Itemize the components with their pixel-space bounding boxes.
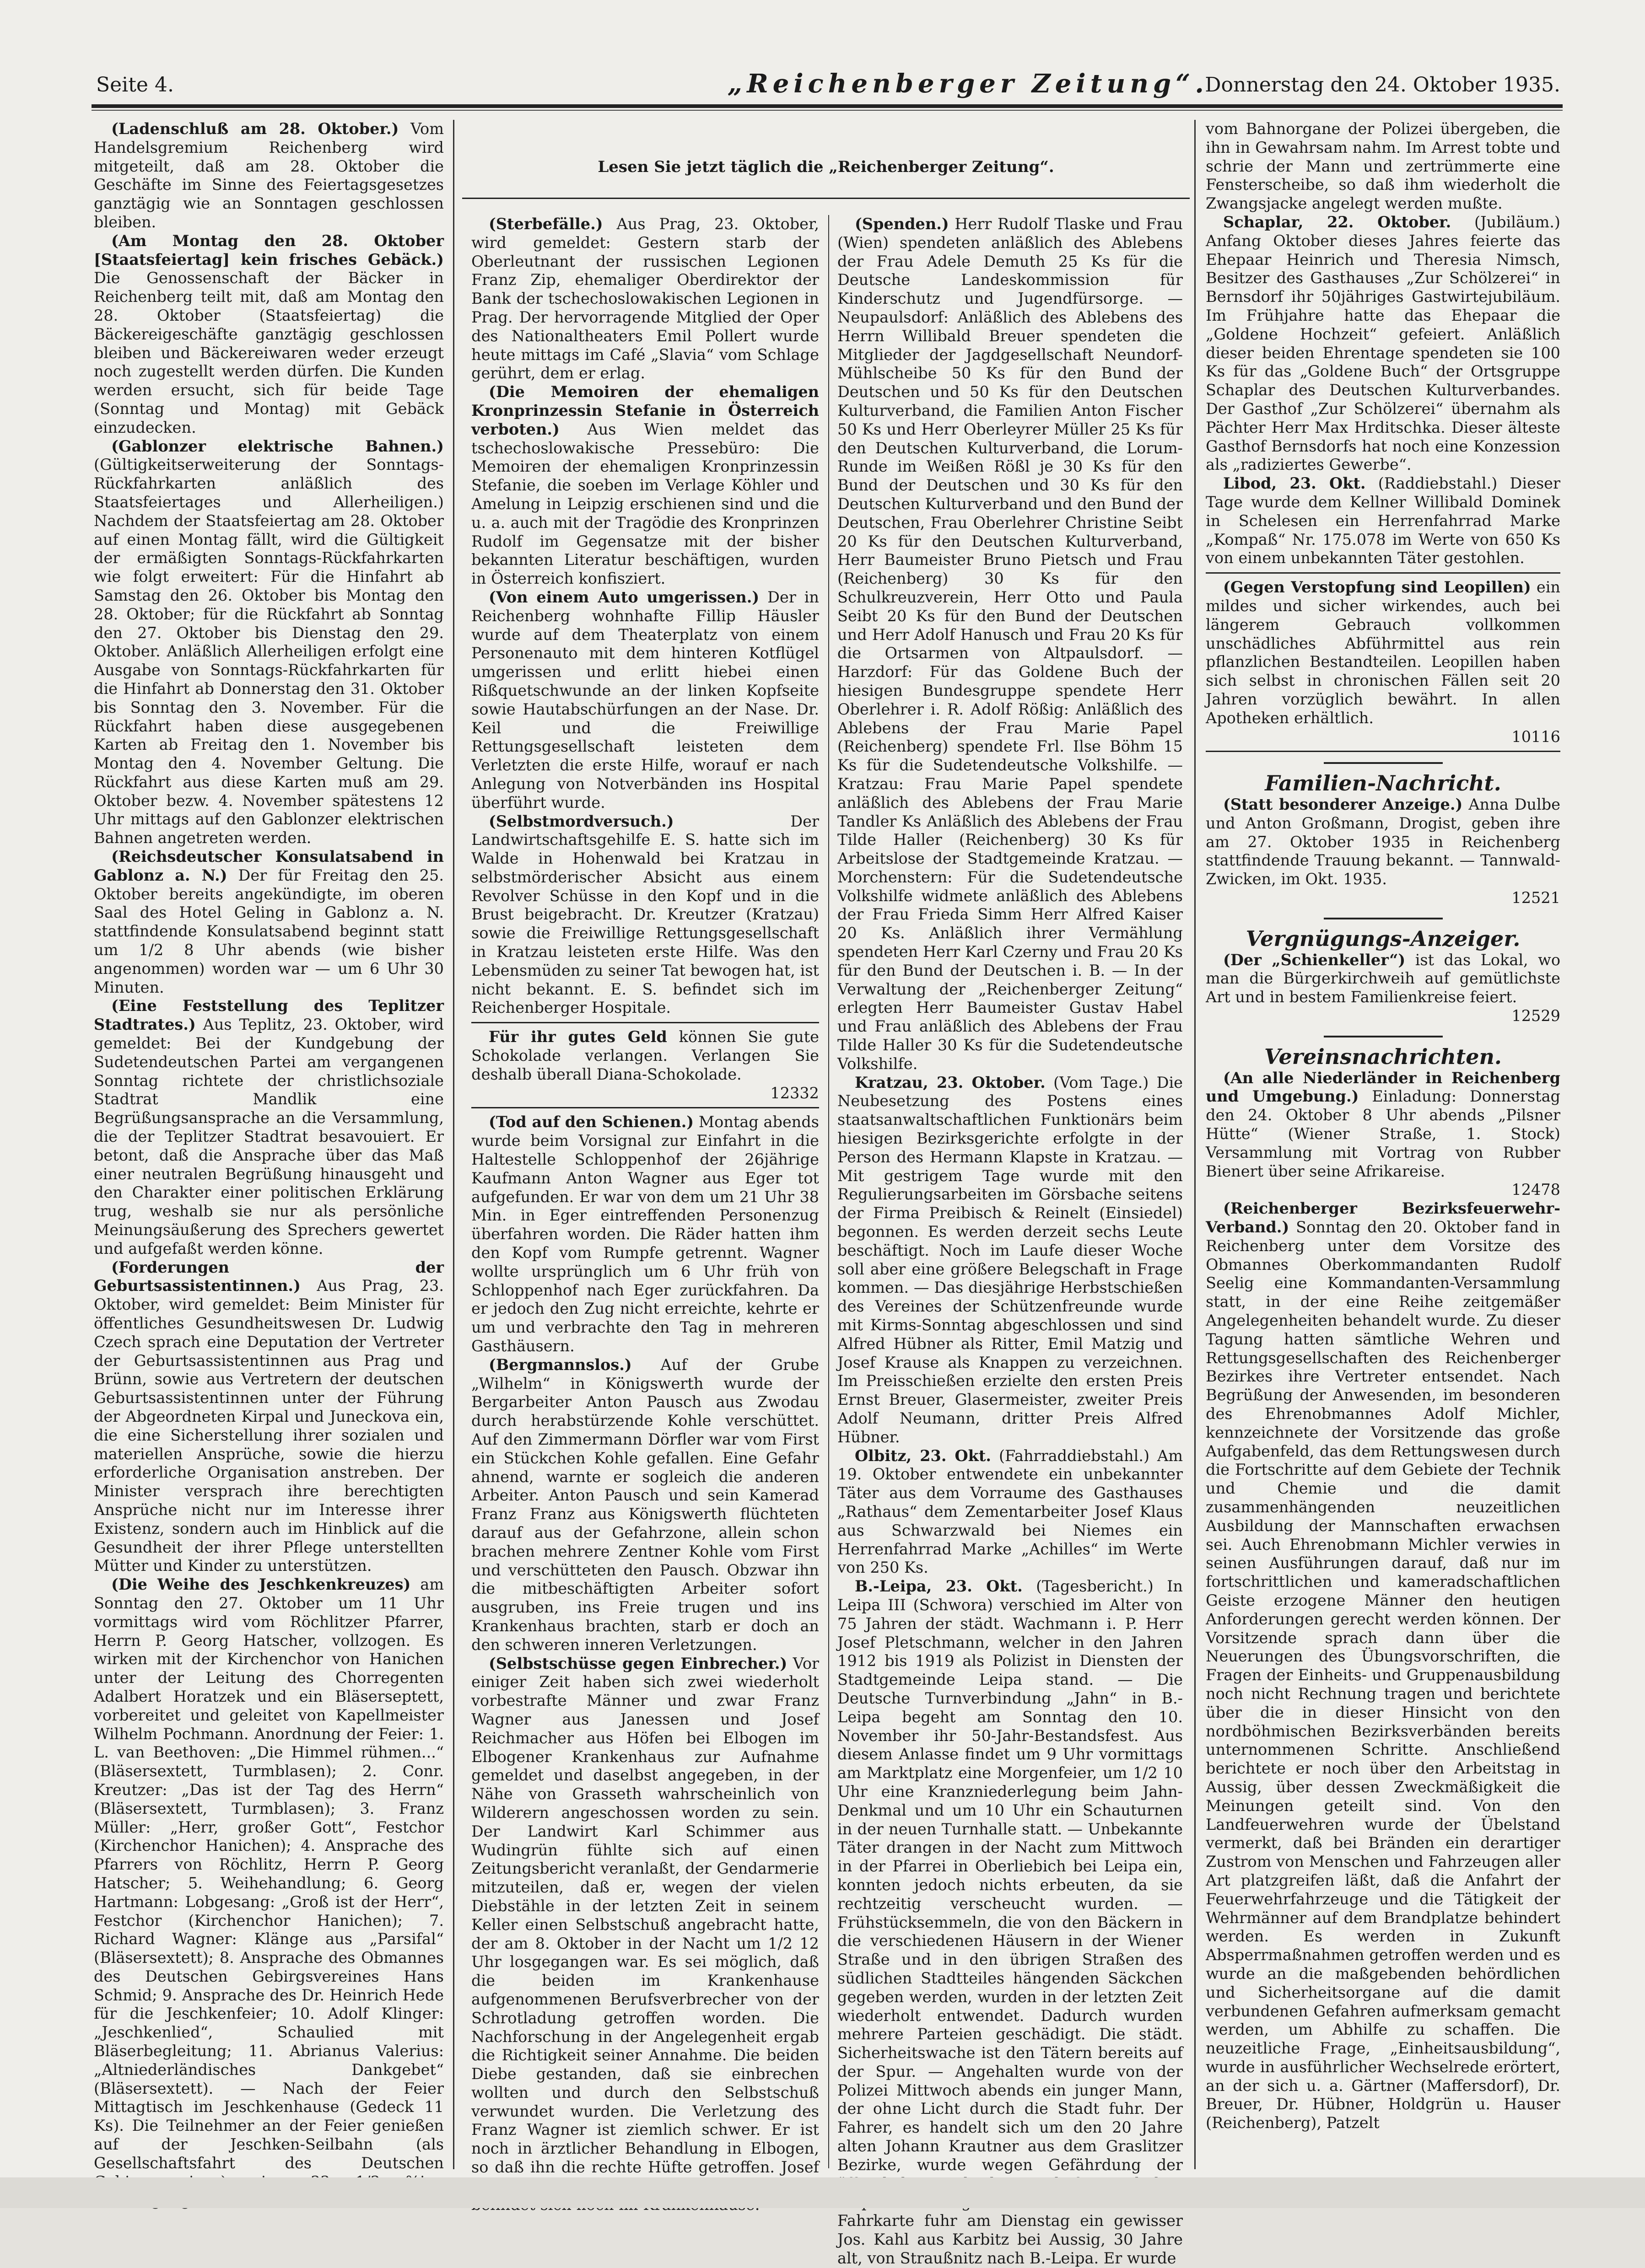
article-headline: (Statt besonderer Anzeige.)	[1223, 795, 1463, 814]
column-divider	[828, 215, 829, 2168]
article	[837, 1447, 1183, 1578]
advertisement	[471, 1028, 819, 1084]
article	[94, 120, 444, 232]
article	[471, 383, 819, 588]
article-body: Herr Rudolf Tlaske und Frau (Wien) spendeten anläßlich des Ablebens der Frau Adele Demuth 25 Ks für die Deutsche Landeskommission für Kinderschutz und Jugendfürsorge. — Neupaulsdorf: Anläßlich des Ablebens des Herrn Willibald Breuer spendeten die Mitglieder der Jagdgesellschaft Neundorf-Mühlscheibe 50 Ks für den Bund der Deutschen und 50 Ks für den Deutschen Kulturverband, die Familien Anton Fischer 50 Ks und Herr Oberleyrer Müller 25 Ks für den Deutschen Kulturverband, die Lorum-Runde im Weißen Rößl je 30 Ks für den Bund der Deutschen und 30 Ks für den Deutschen Kulturverband und den Bund der Deutschen, Frau Oberlehrer Christine Seibt 20 Ks für den Deutschen Kulturverband, Herr Baumeister Bruno Pietsch und Frau (Reichenberg) 30 Ks für den Schulkreuzverein, Herr Otto und Paula Seibt 20 Ks für den Bund der Deutschen und Herr Adolf Hanusch und Frau 20 Ks für die Ortsarmen von Altpaulsdorf. — Harzdorf: Für das Goldene Buch der hiesigen Bundesgruppe spendete Herr Oberlehrer i. R. Adolf Rößig: Anläßlich des Ablebens der Frau Marie Papel (Reichenberg) spendete Frl. Ilse Böhm 15 Ks für die Sudetendeutsche Volkshilfe. — Kratzau: Frau Marie Papel spendete anläßlich des Ablebens der Frau Marie Tandler Ks Anläßlich des Ablebens der Frau Tilde Haller (Reichenberg) 30 Ks für Arbeitslose der Stadtgemeinde Kratzau. — Morchenstern: Für die Sudetendeutsche Volkshilfe widmete anläßlich des Ablebens der Frau Frieda Simm Herr Alfred Kaiser 20 Ks. Anläßlich ihrer Vermählung spendeten Herr Karl Czerny und Frau 20 Ks für den Bund der Deutschen i. B. — In der Verwaltung der „Reichenberger Zeitung“ erlegten Herr Baumeister Gustav Habel und Frau anläßlich des Ablebens der Frau Tilde Haller 30 Ks für die Sudetendeutsche Volkshilfe.	[837, 215, 1183, 1073]
header-rule	[92, 104, 1563, 108]
article	[94, 848, 444, 997]
article	[471, 1113, 819, 1355]
article-headline: (Die Memoiren der ehemaligen Kronprinzessin Stefanie in Österreich verboten.)	[471, 383, 819, 438]
article-headline: (Reichsdeutscher Konsulatsabend in Gablonz a. N.)	[94, 848, 444, 884]
advertisement	[1206, 578, 1560, 727]
article	[1206, 1069, 1560, 1181]
article-headline: Olbitz, 23. Okt.	[855, 1446, 991, 1465]
article-body: (Jubiläum.) Anfang Oktober dieses Jahres feierte das Ehepaar Heinrich und Theresia Nimsch, Besitzer des Gasthauses „Zur Schölzerei“ in Bernsdorf ihr 50jähriges Gastwirtejubiläum. Im Frühjahre hatte das Ehepaar die „Goldene Hochzeit“ gefeiert. Anläßlich dieser beiden Ehrentage spendeten sie 100 Ks für das „Goldene Buch“ der Ortsgruppe Schaplar des Deutschen Kulturverbandes. Der Gasthof „Zur Schölzerei“ übernahm als Pächter Herr Max Hrditschka. Dieser älteste Gasthof Bernsdorfs hat noch eine Konzession als „radiziertes Gewerbe“.	[1206, 213, 1560, 474]
article-body: (Gültigkeitserweiterung der Sonntags-Rückfahrkarten anläßlich des Staatsfeiertages und Allerheiligen.) Nachdem der Staatsfeiertag am 28. Oktober auf einen Montag fällt, wird die Gültigkeit der ermäßigten Sonntags-Rückfahrkarten wie folgt erweitert: Für die Hinfahrt ab Samstag den 26. Oktober bis Montag den 28. Oktober; für die Rückfahrt ab Sonntag den 27. Oktober bis Dienstag den 29. Oktober. Anläßlich Allerheiligen erfolgt eine Ausgabe von Sonntags-Rückfahrkarten für die Hinfahrt ab Donnerstag den 31. Oktober bis Sonntag den 3. November. Für die Rückfahrt haben diese ausgegebenen Karten ab Freitag den 1. November bis Montag den 4. November Geltung. Die Rückfahrt aus diese Karten muß am 29. Oktober bezw. 4. November spätestens 12 Uhr mittags auf den Gablonzer elektrischen Bahnen angetreten werden.	[94, 456, 444, 847]
ad-rule	[1206, 751, 1560, 752]
entertainment-notice	[1206, 951, 1560, 1026]
article-body: Auf der Grube „Wilhelm“ in Königswerth wurde der Bergarbeiter Anton Pausch aus Zwodau durch herabstürzende Kohle verschüttet. Auf den Zimmermann Dörfler war vom First ein Stückchen Kohle gefallen. Eine Gefahr ahnend, warnte er sogleich die anderen Arbeiter. Anton Pausch und sein Kamerad Franz Franz aus Königswerth flüchteten darauf aus der Gefahrzone, allein schon brachen mehrere Zentner Kohle vom First und verschütteten den Pausch. Obzwar ihn die mitbeschäftigten Arbeiter sofort ausgruben, ins Freie trugen und ins Krankenhaus brachten, starb er doch an den schweren inneren Verletzungen.	[471, 1355, 819, 1654]
article	[471, 588, 819, 812]
family-notice	[1206, 795, 1560, 908]
promo-banner: Lesen Sie jetzt täglich die „Reichenberger Zeitung“.	[598, 158, 1054, 176]
article-body: ein mildes und sicher wirkendes, auch bei längerem Gebrauch vollkommen unschädliches Abführmittel aus rein pflanzlichen Bestandteilen. Leopillen haben sich selbst in chronischen Fällen seit 20 Jahren vorzüglich bewährt. In allen Apotheken erhältlich.	[1206, 578, 1561, 727]
article-body: können Sie gute Schokolade verlangen. Verlangen Sie deshalb überall Diana-Schokolade.	[471, 1028, 819, 1083]
article-headline: (Selbstmordversuch.)	[489, 812, 674, 830]
article-headline: (Selbstschüsse gegen Einbrecher.)	[489, 1654, 787, 1672]
column-divider	[453, 120, 454, 2169]
article	[94, 437, 444, 848]
column-4-articles	[1206, 120, 1560, 752]
article	[1206, 120, 1560, 213]
section-rule	[1324, 1036, 1443, 1037]
article	[94, 232, 444, 437]
article-body: am Sonntag den 27. Oktober um 11 Uhr vormittags wird vom Röchlitzer Pfarrer, Herrn P. Georg Hatscher, vollzogen. Es wirken mit der Kirchenchor von Hanichen unter der Leitung des Chorregenten Adalbert Horatzek und ein Bläserseptett, vorbereitet und geleitet von Kapellmeister Wilhelm Pochmann. Anordnung der Feier: 1. L. van Beethoven: „Die Himmel rühmen...“ (Bläsersextett, Turmblasen); 2. Conr. Kreutzer: „Das ist der Tag des Herrn“ (Bläsersextett, Turmblasen); 3. Franz Müller: „Herr, großer Gott“, Festchor (Kirchenchor Hanichen); 4. Ansprache des Pfarrers von Röchlitz, Herrn P. Georg Hatscher; 5. Weihehandlung; 6. Georg Hartmann: Lobgesang: „Groß ist der Herr“, Festchor (Kirchenchor Hanichen); 7. Richard Wagner: Klänge aus „Parsifal“ (Bläsersextett); 8. Ansprache des Obmannes des Deutschen Gebirgsvereines Hans Schmid; 9. Ansprache des Dr. Heinrich Hede für die Jeschkenfeier; 10. Adolf Klinger: „Jeschkenlied“, Schaulied mit Bläserbegleitung; 11. Abrianus Valerius: „Altniederländisches Dankgebet“ (Bläsersextett). — Nach der Feier Mittagtisch im Jeschkenhause (Gedeck 11 Ks). Die Teilnehmer an der Feier genießen auf der Jeschken-Seilbahn (als Gesellschaftsfahrt des Deutschen	[94, 1575, 444, 2172]
article	[837, 215, 1183, 1074]
article-body: Vor einiger Zeit haben sich zwei wiederholt vorbestrafte Männer und zwar Franz Wagner aus Janessen und Josef Reichmacher aus Höfen bei Elbogen im Elbogener Krankenhaus zur Aufnahme gemeldet und daselbst angegeben, in der Nähe von Grasseth wahrscheinlich von Wilderern angeschossen worden zu sein. Der Landwirt Karl Schimmer aus Wudingrün fühlte sich auf einen Zeitungsbericht veranlaßt, der Gendarmerie mitzuteilen, daß er, wegen der vielen Diebstähle in der letzten Zeit in seinem Keller einen Selbstschuß angebracht hatte, der am 8. Oktober in der Nacht um 1/2 12 Uhr losgegangen war. Es sei möglich, daß die beiden im Krankenhause aufgenommenen Berufsverbrecher von der Schrotladung getroffen worden. Die Nachforschung in der Angelegenheit ergab die Richtigkeit seiner Annahme. Die beiden Diebe gestanden, daß sie einbrechen wollten und durch den Selbstschuß verwundet wurden. Die Verletzung des Franz Wagner ist ziemlich schwer. Er ist noch in ärztlicher Behandlung in Elbogen, so daß ihn die rechte Hüfte getroffen. Josef	[471, 1654, 819, 2177]
article-body: (Fahrraddiebstahl.) Am 19. Oktober entwendete ein unbekannter Täter aus dem Vorraume des Gasthauses „Rathaus“ dem Zementarbeiter Josef Klaus aus Schwarzwald bei Niemes ein Herrenfahrrad Marke „Achilles“ im Werte von 250 Ks.	[837, 1446, 1183, 1577]
page-number: Seite 4.	[96, 73, 174, 97]
column-3	[837, 215, 1183, 2267]
article-body: Montag abends wurde beim Vorsignal zur Einfahrt in die Haltestelle Schloppenhof der 26jährige Kaufmann Anton Wagner aus Eger tot aufgefunden. Er war von dem um 21 Uhr 38 Min. in Eger eintreffenden Personenzug überfahren worden. Die Räder hatten ihm den Kopf vom Rumpfe getrennt. Wagner wollte ursprünglich um 6 Uhr früh von Schloppenhof nach Eger zurückfahren. Da er jedoch den Zug nicht erreichte, kehrte er um und verbrachte den Tag in mehreren Gasthäusern.	[471, 1113, 819, 1355]
article-headline: (Sterbefälle.)	[489, 215, 603, 233]
article-headline: (Der „Schienkeller“)	[1223, 951, 1406, 969]
article	[94, 1575, 444, 2210]
article-body: Einladung: Donnerstag den 24. Oktober 8 Uhr abends „Pilsner Hütte“ (Wiener Straße, 1. Stock) Versammlung mit Vortrag von Rubber Bienert über seine Afrikareise.	[1206, 1087, 1560, 1180]
article-body: Anna Dulbe und Anton Großmann, Drogist, geben ihre am 27. Oktober 1935 in Reichenberg stattfindende Trauung bekannt. — Tannwald-Zwicken, im Okt. 1935.	[1206, 795, 1560, 888]
article-headline: Libod, 23. Okt.	[1223, 474, 1366, 493]
article-body: (Vom Tage.) Die Neubesetzung des Postens eines staatsanwaltschaftlichen Funktionärs beim hiesigen Bezirksgerichte erfolgte in der Person des Hermann Klapste in Kratzau. — Mit gestrigem Tage wurde mit den Regulierungsarbeiten im Görsbache seitens der Firma Preibisch & Reinelt (Einsiedel) begonnen. Es werden derzeit sechs Leute beschäftigt. Noch im Laufe dieser Woche soll aber eine größere Belegschaft in Frage kommen. — Das diesjährige Herbstschießen des Vereines der Schützenfreunde wurde mit Kirms-Sonntag abgeschlossen und sind Alfred Hübner als Ritter, Emil Matzig und Josef Krause als Knappen zu verzeichnen. Im Preisschießen erzielte den ersten Preis Ernst Breuer, Glasermeister, zweiter Preis Adolf Neumann, dritter Preis Alfred Hübner.	[837, 1073, 1183, 1446]
article-body: Der für Freitag den 25. Oktober bereits angekündigte, im oberen Saal des Hotel Geling in Gablonz a. N. stattfindende Konsulatsabend beginnt statt um 1/2 8 Uhr abends (wie bisher angenommen) worden war — um 6 Uhr 30 Minuten.	[94, 866, 444, 996]
article-headline: B.-Leipa, 23. Okt.	[855, 1577, 1023, 1596]
column-4	[1206, 120, 1560, 2169]
article-headline: Schaplar, 22. Oktober.	[1223, 213, 1451, 231]
article	[837, 1074, 1183, 1447]
article-body: Der in Reichenberg wohnhafte Fillip Häusler wurde auf dem Theaterplatz von einem Personenauto mit dem hinteren Kotflügel umgerissen und erlitt hiebei einen Rißquetschwunde an der linken Kopfseite sowie Hautabschürfungen an der Nase. Dr. Keil und die Freiwillige Rettungsgesellschaft leisteten dem Verletzten die erste Hilfe, worauf er nach Anlegung von Notverbänden ins Hospital überführt wurde.	[471, 588, 819, 812]
article-body: Aus Prag, 23. Oktober, wird gemeldet: Beim Minister für öffentliches Gesundheitswesen Dr. Ludwig Czech sprach eine Deputation der Vertreter der Geburtsassistentinnen aus Prag und Brünn, sowie aus Vertretern der deutschen Geburtsassistentinnen unter der Führung der Abgeordneten Kirpal und Juneckova ein, die eine Sicherstellung ihrer sozialen und materiellen Ansprüche, sowie die hierzu erforderliche Organisation anstreben. Der Minister versprach ihre berechtigten Ansprüche nicht nur im Interesse ihrer Existenz, sondern auch im Hinblick auf die Gesundheit der ihrer Pflege unterstellten Mütter und Kinder zu unterstützen.	[94, 1277, 444, 1575]
article	[94, 1258, 444, 1576]
article	[1206, 213, 1560, 474]
article-body: (Raddiebstahl.) Dieser Tage wurde dem Kellner Willibald Dominek in Schelesen ein Herrenfahrrad Marke „Kompaß“ Nr. 175.078 im Werte von 650 Ks von einem unbekannten Täter gestohlen.	[1206, 474, 1560, 567]
article-body: Aus Teplitz, 23. Oktober, wird gemeldet: Bei der Kundgebung der Sudetendeutschen Partei am vergangenen Sonntag richtete der christlichsoziale Stadtrat Mandlik eine Begrüßungsansprache an die Versammlung, die der Teplitzer Stadtrat besavouiert. Er betont, daß die Ansprache über das Maß einer neutralen Begrüßung hinausgeht und den Charakter einer politischen Erklärung trug, weshalb sie nur als persönliche Meinungsäußerung des Sprechers gewertet und aufgefaßt werden könne.	[94, 1016, 444, 1258]
article-body: ist das Lokal, wo man die Bürgerkirchweih auf gemütlichste Art und in bestem Familienkreise feiert.	[1206, 951, 1560, 1006]
ad-rule	[471, 1022, 819, 1023]
article	[837, 1577, 1183, 2268]
article-body: Aus Prag, 23. Oktober, wird gemeldet: Gestern starb der Oberleutnant der russischen Legionen Franz Zip, ehemaliger Oberdirektor der Bank der tschechoslowakischen Legionen in Prag. Der hervorragende Mitglied der Oper des Nationaltheaters Emil Pollert wurde heute mittags im Café „Slavia“ vom Schlage gerührt, dem er erlag.	[471, 215, 819, 382]
column-divider	[1194, 120, 1196, 2169]
article	[1206, 1199, 1560, 2133]
article-headline: (Gablonzer elektrische Bahnen.)	[111, 437, 444, 455]
header-rule-thin	[92, 110, 1563, 111]
ad-reference-number: 12529	[1511, 1007, 1560, 1025]
entertainment-heading: Vergnügungs-Anzeiger.	[1246, 926, 1521, 951]
article-headline: (Gegen Verstopfung sind Leopillen)	[1223, 578, 1531, 597]
ad-reference-number: 12332	[770, 1084, 819, 1102]
article-headline: (Tod auf den Schienen.)	[489, 1113, 694, 1131]
ad-reference-number: 10116	[1511, 727, 1560, 746]
article	[471, 812, 819, 1018]
article-headline: (Spenden.)	[855, 215, 949, 233]
ad-reference-number: 12521	[1511, 889, 1560, 907]
newspaper-title: „Reichenberger Zeitung“.	[728, 69, 1208, 99]
article	[1206, 795, 1560, 889]
article-headline: Kratzau, 23. Oktober.	[855, 1073, 1046, 1091]
article	[94, 997, 444, 1258]
article-headline: (Von einem Auto umgerissen.)	[489, 588, 760, 606]
article-headline: Für ihr gutes Geld	[489, 1028, 667, 1046]
article-headline: (Die Weihe des Jeschkenkreuzes)	[111, 1575, 411, 1594]
article	[1206, 951, 1560, 1007]
club-news	[1206, 1069, 1560, 2133]
ad-rule	[1206, 572, 1560, 574]
column-1	[94, 120, 444, 2172]
article	[471, 1655, 819, 2214]
section-rule	[1324, 918, 1443, 919]
article-body: Vom Handelsgremium Reichenberg wird mitgeteilt, daß am 28. Oktober die Geschäfte im Sinne des Feiertagsgesetzes ganztägig wie an Sonntagen geschlossen bleiben.	[94, 120, 444, 231]
page-header	[96, 69, 1560, 105]
article-headline: (Bergmannslos.)	[489, 1355, 632, 1374]
article-body: Aus Wien meldet das tschechoslowakische Pressebüro: Die Memoiren der ehemaligen Kronprinzessin Stefanie, die soeben im Verlage Köhler und Amelung in Leipzig erschienen sind und die u. a. auch mit der Tragödie des Kronprinzen Rudolf im Gegensatze mit der bisher bekannten Literatur beschäftigen, wurden in Österreich konfisziert.	[471, 420, 819, 588]
ad-rule	[471, 1107, 819, 1108]
article-body: Die Genossenschaft der Bäcker in Reichenberg teilt mit, daß am Montag den 28. Oktober (Staatsfeiertag) die Bäckereigeschäfte ganztägig geschlossen bleiben und Bäckereiwaren weder erzeugt noch zugestellt werden dürfen. Die Kunden werden ersucht, sich für beide Tage (Sonntag und Montag) mit Gebäck einzudecken.	[94, 269, 444, 436]
article	[471, 1356, 819, 1655]
article-body: Der Landwirtschaftsgehilfe E. S. hatte sich im Walde in Hohenwald bei Kratzau in selbstmörderischer Absicht aus einem Revolver Schüsse in den Kopf und in die Brust beigebracht. Dr. Kreutzer (Kratzau) sowie die Freiwillige Rettungsgesellschaft in Kratzau leisteten erste Hilfe. Was den Lebensmüden zu seiner Tat bewogen hat, ist nicht bekannt. E. S. befindet sich im Reichenberger Hospitale.	[471, 812, 819, 1017]
article	[471, 215, 819, 383]
article-headline: (Eine Feststellung des Teplitzer Stadtrates.)	[94, 997, 444, 1034]
article-headline: (Ladenschluß am 28. Oktober.)	[111, 120, 399, 138]
issue-date: Donnerstag den 24. Oktober 1935.	[1205, 73, 1560, 97]
article-body: vom Bahnorgane der Polizei übergeben, die ihn in Gewahrsam nahm. Im Arrest tobte und schrie der Mann und zertrümmerte eine Fensterscheibe, so daß ihm wiederholt die Zwangsjacke angelegt werden mußte.	[1206, 120, 1560, 213]
page-bottom-edge	[0, 2177, 1645, 2208]
ad-reference-number: 12478	[1511, 1181, 1560, 1199]
article-headline: (Reichenberger Bezirksfeuerwehr-Verband.)	[1206, 1199, 1560, 1236]
column-2	[471, 215, 819, 2177]
article-headline: (Am Montag den 28. Oktober [Staatsfeiertag] kein frisches Gebäck.)	[94, 231, 444, 269]
article-headline: (An alle Niederländer in Reichenberg und Umgebung.)	[1206, 1069, 1560, 1106]
section-rule	[1324, 762, 1443, 764]
article-headline: (Forderungen der Geburtsassistentinnen.)	[94, 1258, 444, 1295]
banner-rule	[462, 198, 1190, 199]
article-body: (Tagesbericht.) In Leipa III (Schwora) verschied im Alter von 75 Jahren der städt. Wachmann i. P. Herr Josef Pletschmann, welcher in den Jahren 1912 bis 1919 als Polizist in Diensten der Stadtgemeinde Leipa stand. — Die Deutsche Turnverbindung „Jahn“ in B.-Leipa begeht am Sonntag den 10. November ihr 50-Jahr-Bestandsfest. Aus diesem Anlasse findet um 9 Uhr vormittags am Marktplatz eine Morgenfeier, um 1/2 10 Uhr eine Kranzniederlegung beim Jahn-Denkmal und um 10 Uhr ein Schauturnen in der neuen Turnhalle statt. — Unbekannte Täter drangen in der Nacht zum Mittwoch in der Pfarrei in Oberliebich bei Leipa ein, konnten jedoch nichts erbeuten, da sie rechtzeitig verscheucht wurden. — Frühstücksemmeln, die von den Bäckern in die verschiedenen Häusern in der Wiener Straße und in den übrigen Straßen des südlichen Stadtteiles hängenden Säckchen gegeben werden, wurden in der letzten Zeit wiederholt entwendet. Dadurch wurden mehrere Parteien geschädigt. Die städt. Sicherheitswache ist den Tätern bereits auf der Spur. — Angehalten wurde von der Polizei Mittwoch abends ein junger Mann, der ohne Licht durch die Stadt fuhr. Der Fahrer, es handelt sich um den 20 Jahre alten Johann Krautner aus dem Graslitzer Bezirke, wurde wegen Gefährdung der Fahrkarte fuhr am Dienstag ein gewisser Jos. Kahl aus Karbitz bei Aussig, 30 Jahre alt, von Straußnitz nach B.-Leipa. Er wurde	[837, 1577, 1183, 2267]
article	[1206, 474, 1560, 568]
article-body: Sonntag den 20. Oktober fand in Reichenberg unter dem Vorsitze des Obmannes Oberkommandanten Rudolf Seelig eine Kommandanten-Versammlung statt, in der eine Reihe zeitgemäßer Angelegenheiten behandelt wurde. Zu dieser Tagung hatten sämtliche Wehren und Rettungsgesellschaften des Reichenberger Bezirkes ihre Vertreter entsendet. Nach Begrüßung der Anwesenden, im besonderen des Ehrenobmannes Adolf Michler, kennzeichnete der Vorsitzende das große Aufgabenfeld, das dem Rettungswesen durch die Fortschritte auf dem Gebiete der Technik und Chemie und die damit zusammenhängenden neuzeitlichen Ausbildung der Mannschaften erwachsen sei. Auch Ehrenobmann Michler verwies in seinen Ausführungen darauf, daß nur im fortschrittlichen und kameradschaftlichen Geiste erzogene Männer den heutigen Anforderungen gerecht werden können. Der Vorsitzende sprach dann über die Neuerungen des Übungsvorschriften, die Fragen der Einheits- und Gruppenausbildung noch nicht Rechnung tragen und berichtete über die in dieser Hinsicht von den nordböhmischen Bezirksverbänden bereits unternommenen Schritte. Anschließend berichtete er noch über den Arbeitstag in Aussig, über dessen Zweckmäßigkeit die Meinungen geteilt sind. Von den Landfeuerwehren wurde der Übelstand vermerkt, daß bei Bränden ein derartiger Zustrom von Menschen und Fahrzeugen aller Art platzgreifen läßt, daß die Anfahrt der Feuerwehrfahrzeuge und die Tätigkeit der Wehrmänner auf dem Brandplatze behindert werden. Es werden in Zukunft Absperrmaßnahmen getroffen werden und es wurde an die maßgebenden behördlichen und Sicherheitsorgane auf die damit verbundenen Gefahren aufmerksam gemacht werden, um Abhilfe zu schaffen. Die neuzeitliche Frage, „Einheitsausbildung“, wurde in ausführlicher Wechselrede erörtert, an der sich u. a. Gärtner (Maffersdorf), Dr. Breuer, Dr. Hübner, Holdgrün u. Hauser (Reichenberg), Patzelt	[1206, 1218, 1560, 2132]
club-news-heading: Vereinsnachrichten.	[1264, 1044, 1502, 1069]
family-news-heading: Familien-Nachricht.	[1265, 771, 1501, 796]
